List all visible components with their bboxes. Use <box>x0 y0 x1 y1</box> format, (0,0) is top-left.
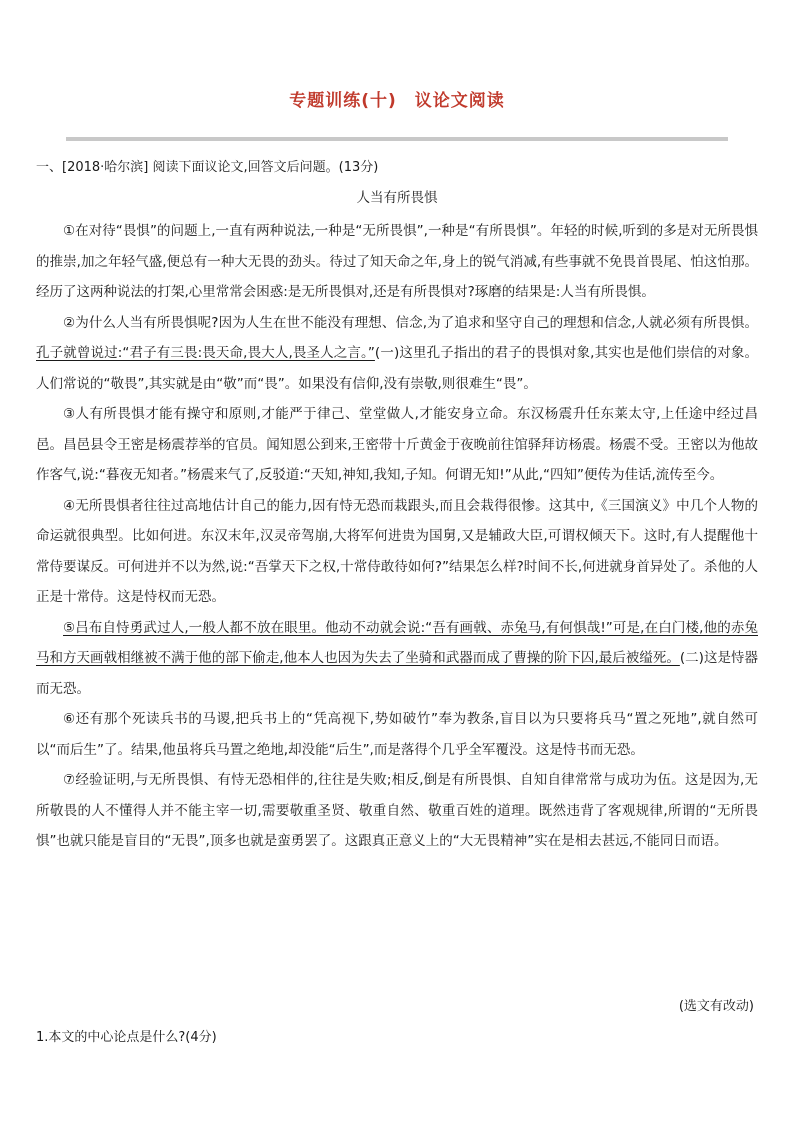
paragraph-4: ④无所畏惧者往往过高地估计自己的能力,因有恃无恐而栽跟头,而且会栽得很惨。这其中,《三国演义》中几个人物的命运就很典型。比如何进。东汉末年,汉灵帝驾崩,大将军何进贵为国舅,又是辅政大臣,可谓权倾天下。这时,有人提醒他十常侍要谋反。可何进并不以为然,说:“吾掌天下之权,十常侍敢待如何?”结果怎么样?时间不长,何进就身首异处了。杀他的人正是十常侍。这是恃权而无恐。 <box>36 497 758 605</box>
paragraph-2-text: ②为什么人当有所畏惧呢?因为人生在世不能没有理想、信念,为了追求和坚守自己的理想和信念,人就必须有所畏惧。 <box>63 314 758 331</box>
paragraph-7: ⑦经验证明,与无所畏惧、有恃无恐相伴的,往往是失败;相反,倒是有所畏惧、自知自律常常与成功为伍。这是因为,无所敬畏的人不懂得人并不能主宰一切,需要敬重圣贤、敬重自然、敬重百姓的道理。既然违背了客观规律,所谓的“无所畏惧”也就只能是盲目的“无畏”,顶多也就是蛮勇罢了。这跟真正意义上的“大无畏精神”实在是相去甚远,不能同日而语。 <box>36 772 758 849</box>
paragraph-3: ③人有所畏惧才能有操守和原则,才能严于律己、堂堂做人,才能安身立命。东汉杨震升任东莱太守,上任途中经过昌邑。昌邑县令王密是杨震荐举的官员。闻知恩公到来,王密带十斤黄金于夜晚前往馆驿拜访杨震。杨震不受。王密以为他故作客气,说:“暮夜无知者。”杨震来气了,反驳道:“天知,神知,我知,子知。何谓无知!”从此,“四知”便传为佳话,流传至今。 <box>36 406 758 483</box>
source-note: (选文有改动) <box>678 999 754 1014</box>
title-divider <box>66 137 728 141</box>
paragraph-5 <box>36 613 758 705</box>
confucius-quote-underlined: 孔子就曾说过:“君子有三畏:畏天命,畏大人,畏圣人之言。” <box>36 345 375 361</box>
paragraph-6: ⑥还有那个死读兵书的马谡,把兵书上的“凭高视下,势如破竹”奉为教条,盲目以为只要将兵马“置之死地”,就自然可以“而后生”了。结果,他虽将兵马置之绝地,却没能“后生”,而是落得个几乎全军覆没。这是恃书而无恐。 <box>36 711 758 758</box>
paragraph-1: ①在对待“畏惧”的问题上,一直有两种说法,一种是“无所畏惧”,一种是“有所畏惧”。年轻的时候,听到的多是对无所畏惧的推崇,加之年轻气盛,便总有一种大无畏的劲头。待过了知天命之年,身上的锐气消减,有些事就不免畏首畏尾、怕这怕那。经历了这两种说法的打架,心里常常会困惑:是无所畏惧对,还是有所畏惧对?琢磨的结果是:人当有所畏惧。 <box>36 223 758 300</box>
question-header: 一、[2018·哈尔滨] 阅读下面议论文,回答文后问题。(13分) <box>36 160 379 175</box>
question-1: 1.本文的中心论点是什么?(4分) <box>36 1030 217 1045</box>
lubu-passage-underlined: ⑤吕布自恃勇武过人,一般人都不放在眼里。他动不动就会说:“吾有画戟、赤兔马,有何惧哉!”可是,在白门楼,他的赤兔马和方天画戟相继被不满于他的部下偷走,他本人也因为失去了坐骑和武器而成了曹操的阶下囚,最后被缢死。 <box>36 619 758 666</box>
paragraph-5-question-2-text: (二)这是恃器而无恐。 <box>36 650 758 697</box>
page-title: 专题训练(十) 议论文阅读 <box>289 91 505 111</box>
essay-body <box>36 216 758 857</box>
paragraph-2-question-1-text: (一)这里孔子指出的君子的畏惧对象,其实也是他们崇信的对象。人们常说的“敬畏”,其实就是由“敬”而“畏”。如果没有信仰,没有崇敬,则很难生“畏”。 <box>36 345 759 392</box>
paragraph-2 <box>36 308 758 400</box>
essay-title: 人当有所畏惧 <box>356 190 438 206</box>
